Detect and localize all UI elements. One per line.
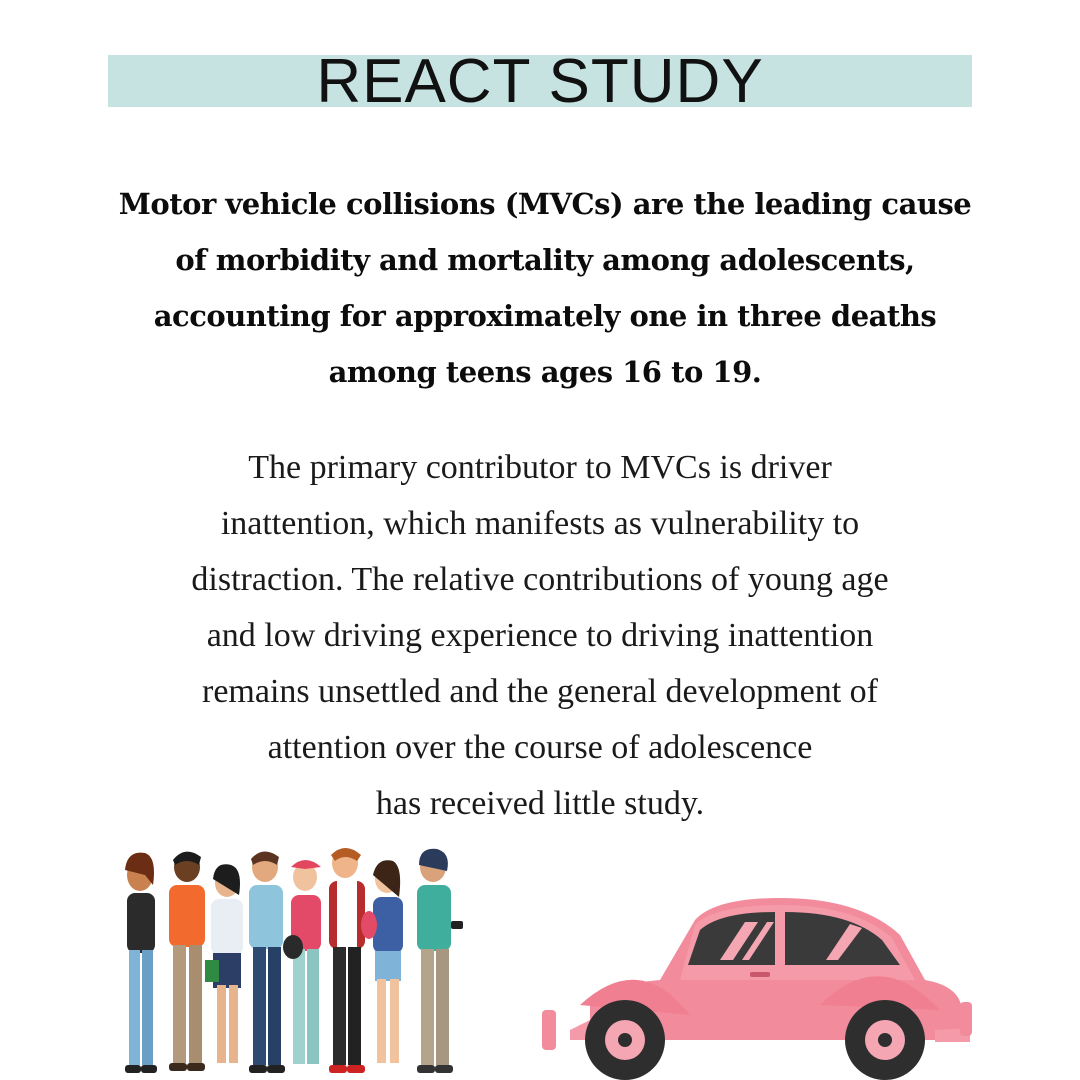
pink-car-illustration — [530, 890, 975, 1080]
body-line: has received little study. — [375, 785, 705, 822]
body-line: attention over the course of adolescence — [267, 729, 813, 766]
lead-paragraph — [100, 176, 990, 400]
body-line: remains unsettled and the general development of — [202, 673, 878, 710]
lead-line: accounting for approximately one in three deaths — [153, 299, 937, 333]
body-line: distraction. The relative contributions of young age — [191, 561, 889, 598]
lead-line: among teens ages 16 to 19. — [328, 355, 762, 389]
group-of-teens-illustration — [105, 845, 470, 1080]
page-title: REACT STUDY — [316, 47, 764, 116]
teen-figure — [283, 860, 321, 1064]
body-line: and low driving experience to driving inattention — [206, 617, 874, 654]
teen-figure — [169, 852, 205, 1071]
teen-figure — [125, 853, 157, 1073]
body-line: inattention, which manifests as vulnerability to — [220, 505, 860, 542]
lead-line: Motor vehicle collisions (MVCs) are the leading cause — [118, 187, 972, 221]
body-paragraph — [100, 440, 980, 832]
teen-figure — [361, 860, 403, 1063]
lead-line: of morbidity and mortality among adolescents, — [175, 243, 915, 277]
teen-figure — [417, 849, 463, 1073]
teen-figure — [329, 848, 365, 1073]
teen-figure — [205, 864, 243, 1063]
body-line: The primary contributor to MVCs is driver — [248, 449, 832, 486]
teen-figure — [249, 851, 285, 1073]
